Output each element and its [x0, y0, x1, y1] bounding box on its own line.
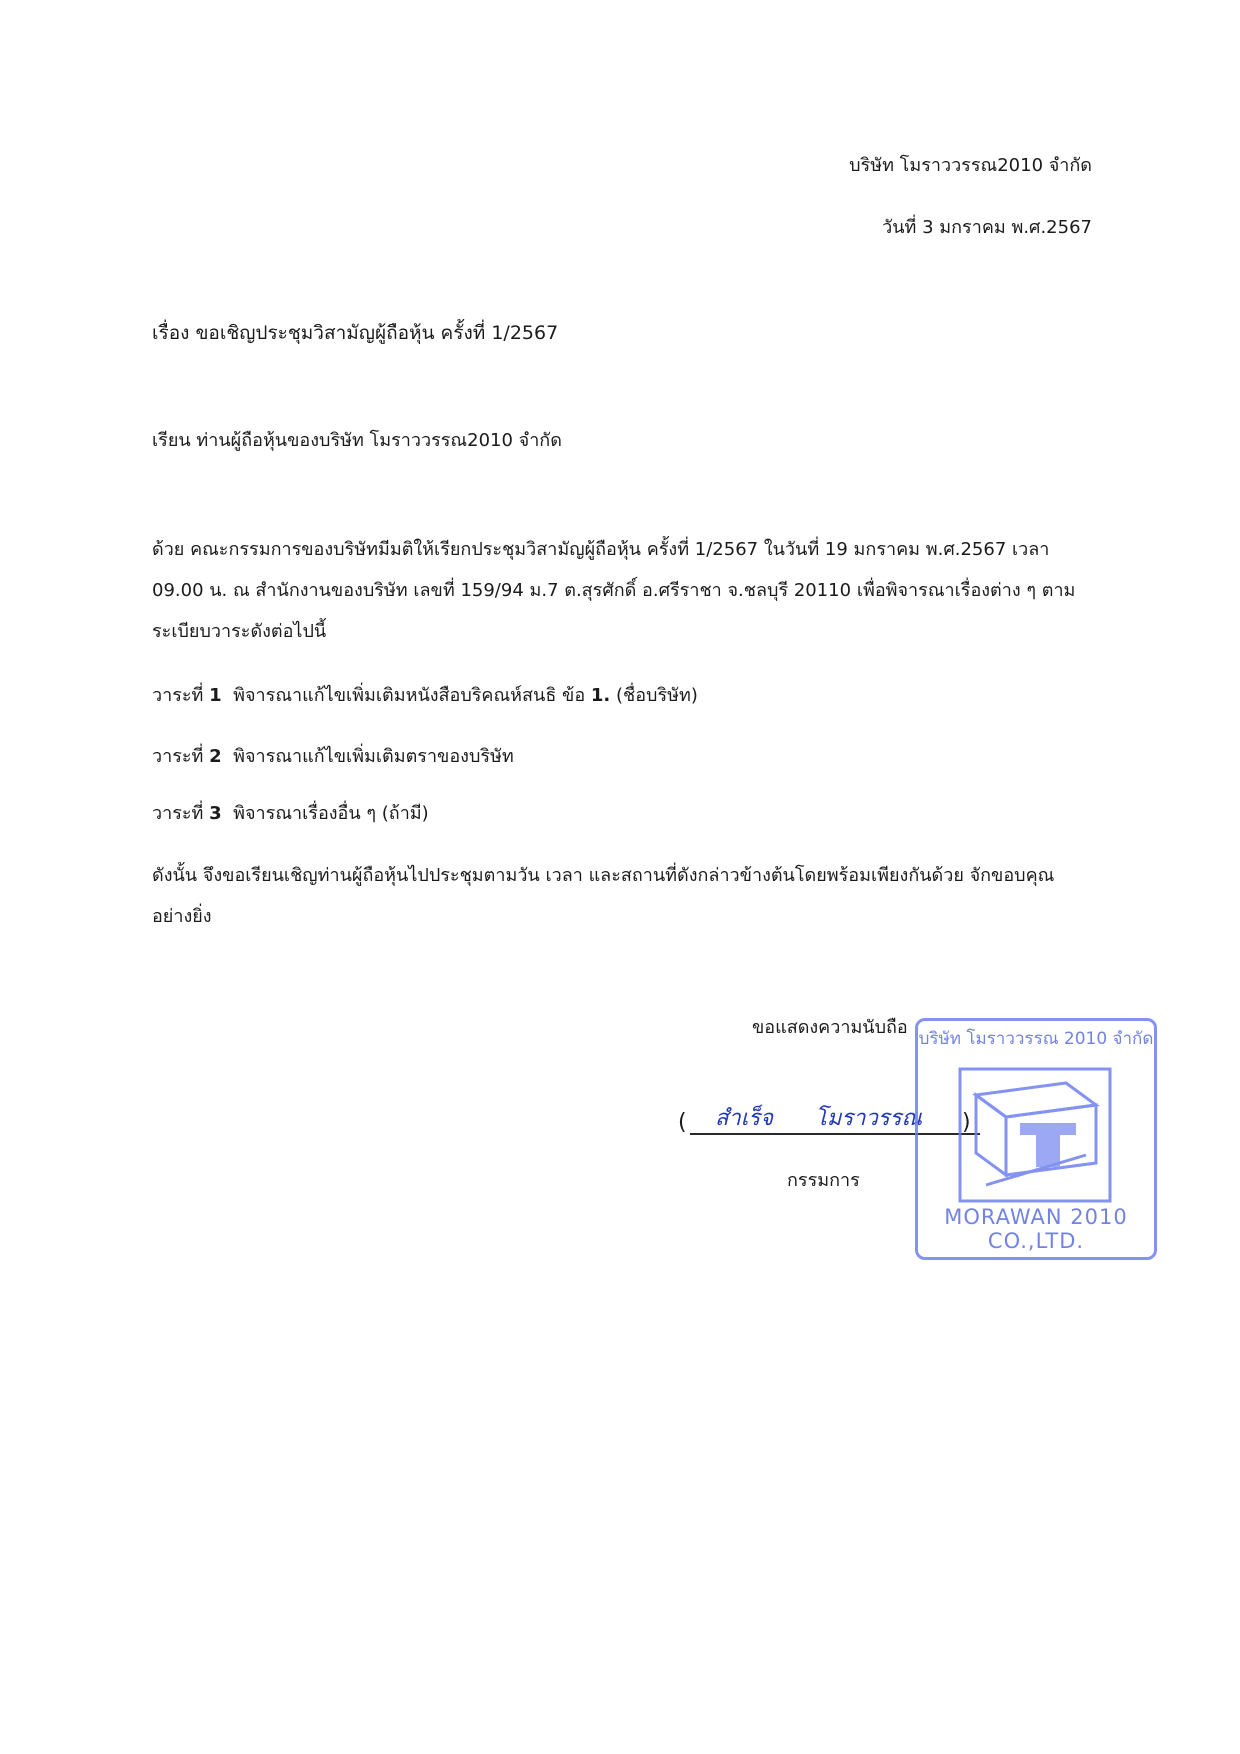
- agenda-item-3: [152, 798, 429, 827]
- agenda-item-1: [152, 680, 698, 709]
- body-line-3: ระเบียบวาระดังต่อไปนี้: [152, 621, 327, 642]
- subject-text: ขอเชิญประชุมวิสามัญผู้ถือหุ้น ครั้งที่: [195, 322, 486, 344]
- stamp-top-text: บริษัท โมราววรรณ 2010 จำกัด: [918, 1029, 1154, 1049]
- agenda-number: 3: [209, 803, 222, 824]
- regards-text: ขอแสดงความนับถือ: [752, 1017, 908, 1038]
- body-line-1: ด้วย คณะกรรมการของบริษัทมีมติให้เรียกประชุมวิสามัญผู้ถือหุ้น ครั้งที่ 1/2567 ในวันที่ 19 มกราคม พ.ศ.2567 เวลา: [152, 539, 1050, 560]
- agenda-label: วาระที่: [152, 685, 204, 706]
- signature-close-paren: ): [962, 1110, 971, 1135]
- agenda-text: พิจารณาแก้ไขเพิ่มเติมตราของบริษัท: [233, 746, 514, 767]
- subject-number: 1/2567: [491, 322, 559, 344]
- handwritten-signature-first: สำเร็จ: [715, 1106, 774, 1131]
- agenda-number: 2: [209, 746, 222, 767]
- subject-line: [152, 318, 558, 348]
- closing-line-1: ดังนั้น จึงขอเรียนเชิญท่านผู้ถือหุ้นไปประชุมตามวัน เวลา และสถานที่ดังกล่าวข้างต้นโดยพร้อมเพียงกันด้วย จักขอบคุณ: [152, 865, 1055, 886]
- agenda-text: พิจารณาเรื่องอื่น ๆ (ถ้ามี): [233, 803, 429, 824]
- agenda-tail: (ชื่อบริษัท): [616, 685, 698, 706]
- recipient-line: [152, 425, 562, 454]
- company-stamp: [915, 1018, 1157, 1260]
- closing-line-2: อย่างยิ่ง: [152, 906, 212, 927]
- signature-open-paren: (: [678, 1110, 687, 1135]
- signatory-title: กรรมการ: [787, 1170, 860, 1191]
- stamp-bottom-text: MORAWAN 2010 CO.,LTD.: [944, 1205, 1128, 1253]
- subject-label: เรื่อง: [152, 322, 190, 344]
- recipient-text: ท่านผู้ถือหุ้นของบริษัท โมราววรรณ2010 จำกัด: [196, 430, 562, 451]
- body-paragraph: [152, 529, 1082, 652]
- agenda-clause-number: 1.: [590, 685, 611, 706]
- agenda-item-2: [152, 741, 514, 770]
- letter-date: วันที่ 3 มกราคม พ.ศ.2567: [882, 217, 1092, 238]
- agenda-text: พิจารณาแก้ไขเพิ่มเติมหนังสือบริคณห์สนธิ ข้อ: [233, 685, 586, 706]
- agenda-number: 1: [209, 685, 222, 706]
- agenda-label: วาระที่: [152, 803, 204, 824]
- agenda-label: วาระที่: [152, 746, 204, 767]
- recipient-label: เรียน: [152, 430, 191, 451]
- company-name: บริษัท โมราววรรณ2010 จำกัด: [849, 155, 1092, 176]
- handwritten-signature-last: โมราวรรณ: [815, 1106, 922, 1131]
- stamp-emblem-icon: [956, 1065, 1114, 1205]
- body-line-2: 09.00 น. ณ สำนักงานของบริษัท เลขที่ 159/94 ม.7 ต.สุรศักดิ์ อ.ศรีราชา จ.ชลบุรี 20110 เพื่อพิจารณาเรื่องต่าง ๆ ตาม: [152, 580, 1076, 601]
- closing-paragraph: [152, 855, 1082, 937]
